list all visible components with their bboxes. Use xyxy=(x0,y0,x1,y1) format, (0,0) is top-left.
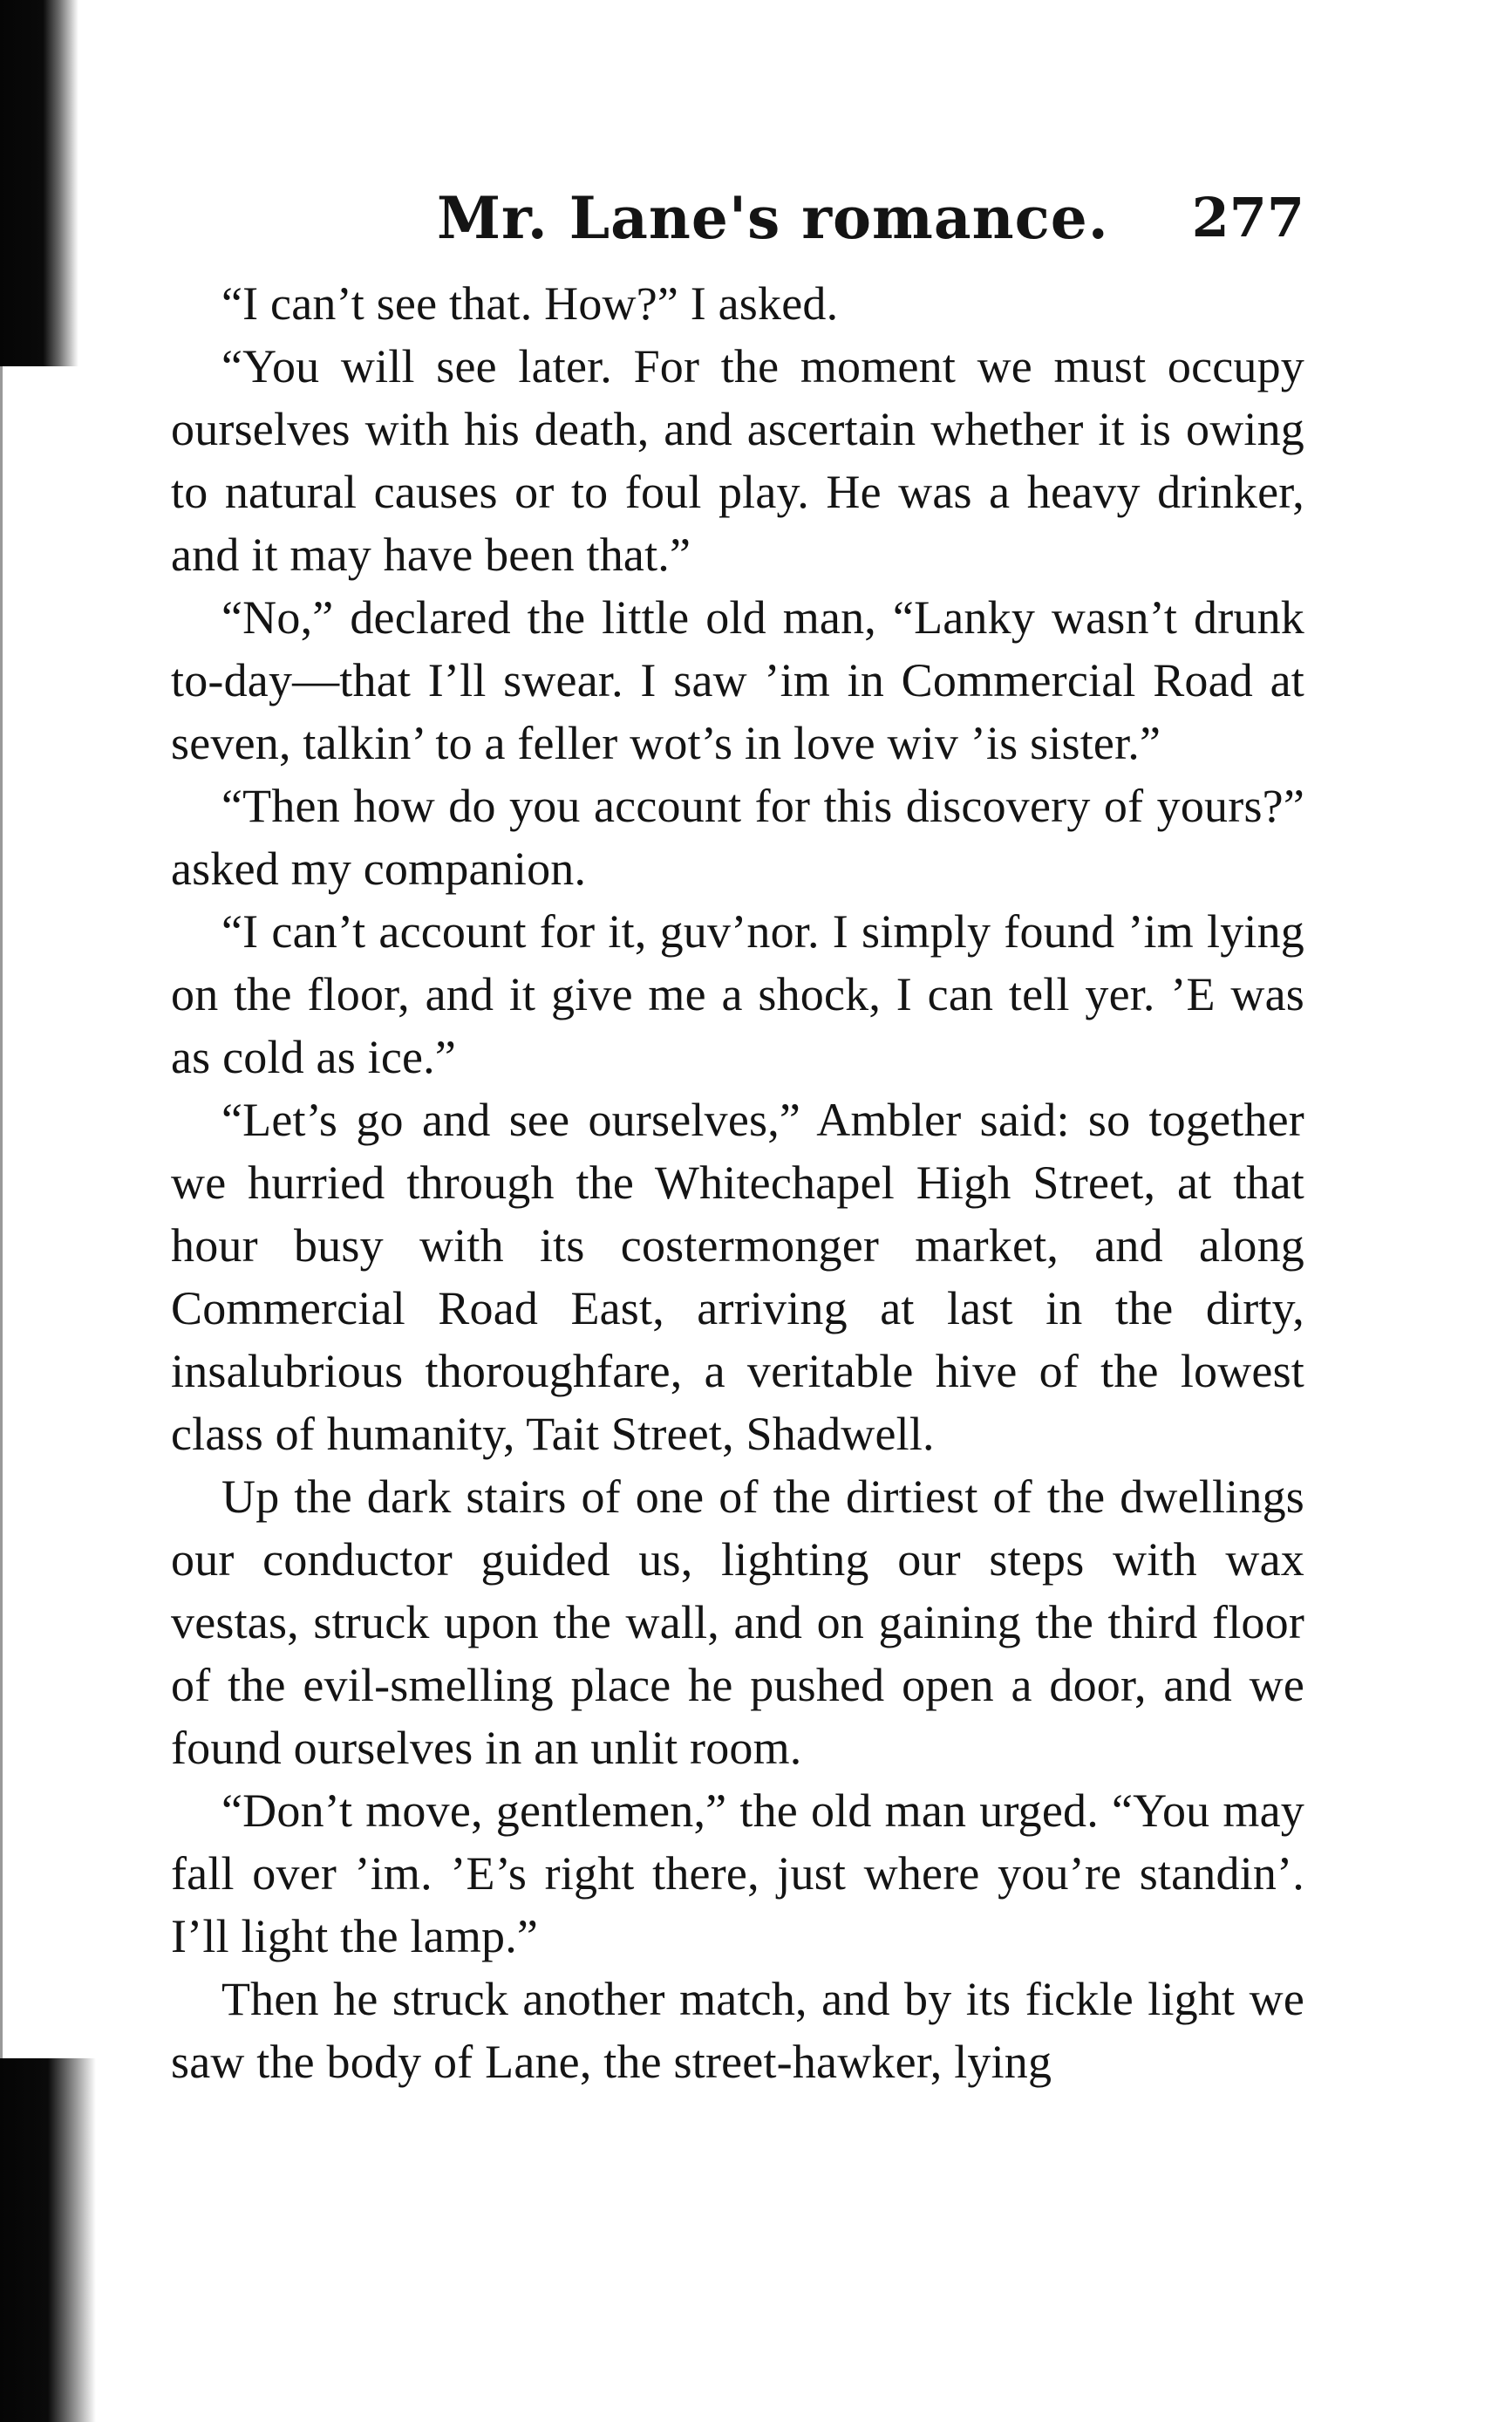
book-spine-shadow-top xyxy=(0,0,78,366)
paragraph: Up the dark stairs of one of the dirtiest of the dwellings our conductor guided us, lighting our steps with wax vestas, struck upon the wall, and on gaining the third floor of the evil-smelling place he pushed open a door, and we found ourselves in an unlit room. xyxy=(171,1470,1304,1774)
paragraph: “Then how do you account for this discovery of yours?” asked my companion. xyxy=(171,780,1304,895)
paragraph: “I can’t account for it, guv’nor. I simply found ’im lying on the floor, and it give me a shock, I can tell yer. ’E was as cold as ice.” xyxy=(171,905,1304,1083)
body-text xyxy=(171,272,1304,2093)
book-spine-shadow-bottom xyxy=(0,2058,96,2422)
book-page xyxy=(171,174,1304,2093)
page-number: 277 xyxy=(1191,186,1304,249)
page-header xyxy=(171,174,1304,262)
paragraph: “I can’t see that. How?” I asked. xyxy=(221,277,839,330)
running-title: Mr. Lane's romance. xyxy=(437,184,1109,252)
paragraph: Then he struck another match, and by its fickle light we saw the body of Lane, the street-hawker, lying xyxy=(171,1973,1304,2088)
paragraph: “No,” declared the little old man, “Lanky wasn’t drunk to-day—that I’ll swear. I saw ’im in Commercial Road at seven, talkin’ to a feller wot’s in love wiv ’is sister.” xyxy=(171,591,1304,769)
paragraph: “Let’s go and see ourselves,” Ambler said: so together we hurried through the Whitechapel High Street, at that hour busy with its costermonger market, and along Commercial Road East, arriving at last in the dirty, insalubrious thoroughfare, a veritable hive of the lowest class of humanity, Tait Street, Shadwell. xyxy=(171,1094,1304,1460)
paragraph: “Don’t move, gentlemen,” the old man urged. “You may fall over ’im. ’E’s right there, just where you’re standin’. I’ll light the lamp.” xyxy=(171,1784,1304,1962)
book-spine-edge xyxy=(0,366,3,2058)
paragraph: “You will see later. For the moment we must occupy ourselves with his death, and ascertain whether it is owing to natural causes or to foul play. He was a heavy drinker, and it may have been that.” xyxy=(171,340,1304,581)
